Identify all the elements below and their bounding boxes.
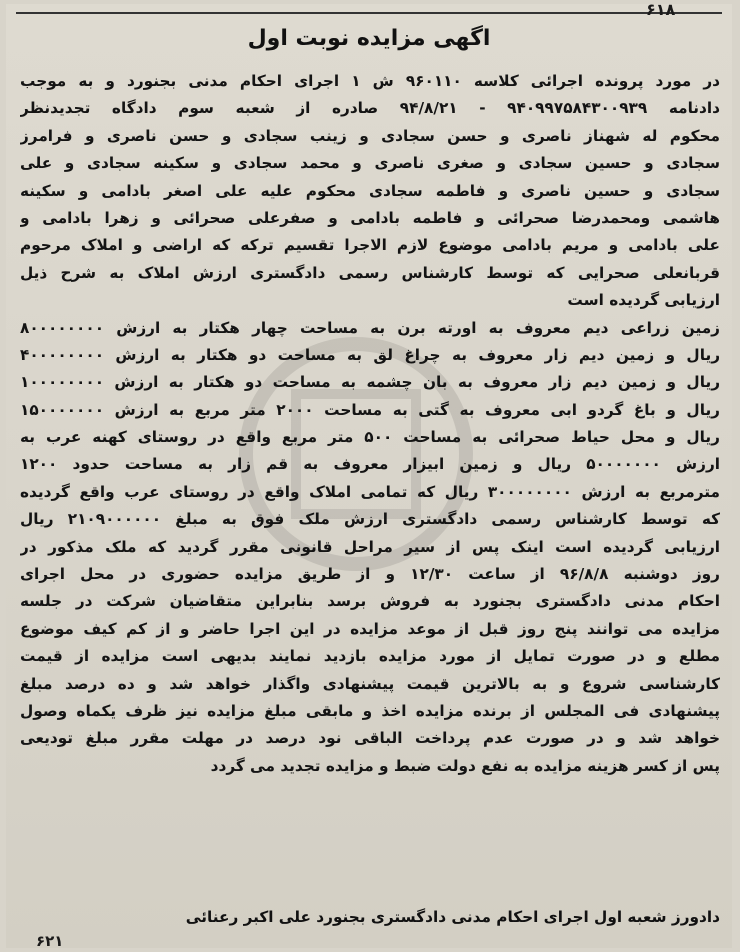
notice-line: مطلع و در صورت تمایل از مورد مزایده بازدید نمایند بدیهی است مزایده از قیمت: [20, 647, 720, 666]
notice-line: پس از کسر هزینه مزایده به نفع دولت ضبط و مزایده تجدید می گردد: [210, 756, 720, 775]
notice-line: مزایده می توانند پنج روز قبل از موعد مزایده در این اجرا حاضر و از کم کیف موضوع: [20, 619, 720, 638]
notice-line: دادنامه ۹۴۰۹۹۷۵۸۴۳۰۰۹۳۹ - ۹۴/۸/۲۱ صادره از شعبه سوم دادگاه تجدیدنظر: [20, 99, 720, 118]
notice-line: ارزش ۵۰۰۰۰۰۰۰ ریال و زمین ابیزار معروف به قم زار به مساحت حدود ۱۲۰۰: [20, 455, 720, 474]
notice-line: ارزیابی گردیده است اینک پس از سیر مراحل قانونی مقرر گردید که ملک مذکور در: [20, 537, 720, 556]
notice-line: علی بادامی و مریم بادامی موضوع لازم الاجرا تقسیم ترکه که اراضی و املاک مرحوم: [20, 236, 720, 255]
top-divider: [16, 12, 722, 14]
notice-line: که توسط کارشناس رسمی دادگستری ارزش ملک فوق به مبلغ ۲۱۰۹۰۰۰۰۰۰ ریال: [20, 510, 720, 529]
notice-line: ریال و زمین دیم زار معروف به چراغ لق به مساحت دو هکتار به ارزش ۴۰۰۰۰۰۰۰۰: [20, 345, 720, 364]
notice-line: پیشنهادی فی المجلس از برنده مزایده اخذ و مابقی مبلغ مزایده نیز ظرف یکماه وصول: [20, 701, 720, 720]
notice-line: کارشناسی شروع و به بالاترین قیمت پیشنهادی واگذار خواهد شد و ده درصد مبلغ: [20, 674, 720, 693]
notice-signature: دادورز شعبه اول اجرای احکام مدنی دادگستری بجنورد علی اکبر رعنائی: [185, 908, 720, 926]
top-page-number: ۶۱۸: [646, 4, 676, 19]
notice-body: [20, 68, 720, 780]
notice-line: ریال و باغ گردو ابی معروف به گتی به مساحت ۲۰۰۰ متر مربع به ارزش ۱۵۰۰۰۰۰۰۰: [20, 400, 720, 419]
bottom-page-number: ۶۲۱: [36, 932, 64, 948]
notice-line: مترمربع به ارزش ۳۰۰۰۰۰۰۰۰ ریال که تمامی املاک واقع در روستای عرب واقع گردیده: [20, 482, 720, 501]
notice-line: سجادی و حسین ناصری و فاطمه سجادی محکوم علیه علی اصغر بادامی و سکینه: [20, 181, 720, 200]
notice-line: سجادی و حسین سجادی و صغری ناصری و محمد سجادی و سکینه سجادی و علی: [20, 154, 720, 173]
notice-line: در مورد پرونده اجرائی کلاسه ۹۶۰۱۱۰ ش ۱ اجرای احکام مدنی بجنورد و به موجب: [20, 72, 720, 90]
notice-line: احکام مدنی دادگستری بجنورد به فروش برسد بنابراین متقاضیان شرکت در جلسه: [20, 592, 720, 611]
notice-line: ارزیابی گردیده است: [567, 291, 720, 310]
notice-line: زمین زراعی دیم معروف به اورته برن به مساحت چهار هکتار به ارزش ۸۰۰۰۰۰۰۰۰: [20, 318, 720, 337]
notice-line: روز دوشنبه ۹۶/۸/۸ از ساعت ۱۲/۳۰ و از طریق مزایده حضوری در محل اجرای: [20, 565, 720, 584]
notice-line: ریال و محل حیاط صحرائی به مساحت ۵۰۰ متر مربع واقع در روستای کهنه عرب به: [20, 428, 720, 447]
notice-line: ریال و زمین دیم زار معروف به بان چشمه به مساحت دو هکتار به ارزش ۱۰۰۰۰۰۰۰۰: [20, 373, 720, 392]
newspaper-clipping: [6, 4, 732, 948]
notice-line: خواهد شد و در صورت عدم پرداخت الباقی نود درصد در مهلت مقرر مبلغ تودیعی: [20, 729, 720, 748]
notice-line: محکوم له شهناز ناصری و حسن سجادی و زینب سجادی و حسن ناصری و فرامرز: [20, 126, 720, 145]
notice-line: قربانعلی صحرایی که توسط کارشناس رسمی دادگستری ارزش املاک به شرح ذیل: [20, 263, 720, 282]
notice-line: هاشمی ومحمدرضا صحرائی و فاطمه بادامی و صفرعلی صحرائی و زهرا بادامی و: [20, 208, 720, 227]
notice-title: اگهی مزایده نوبت اول: [247, 26, 491, 51]
